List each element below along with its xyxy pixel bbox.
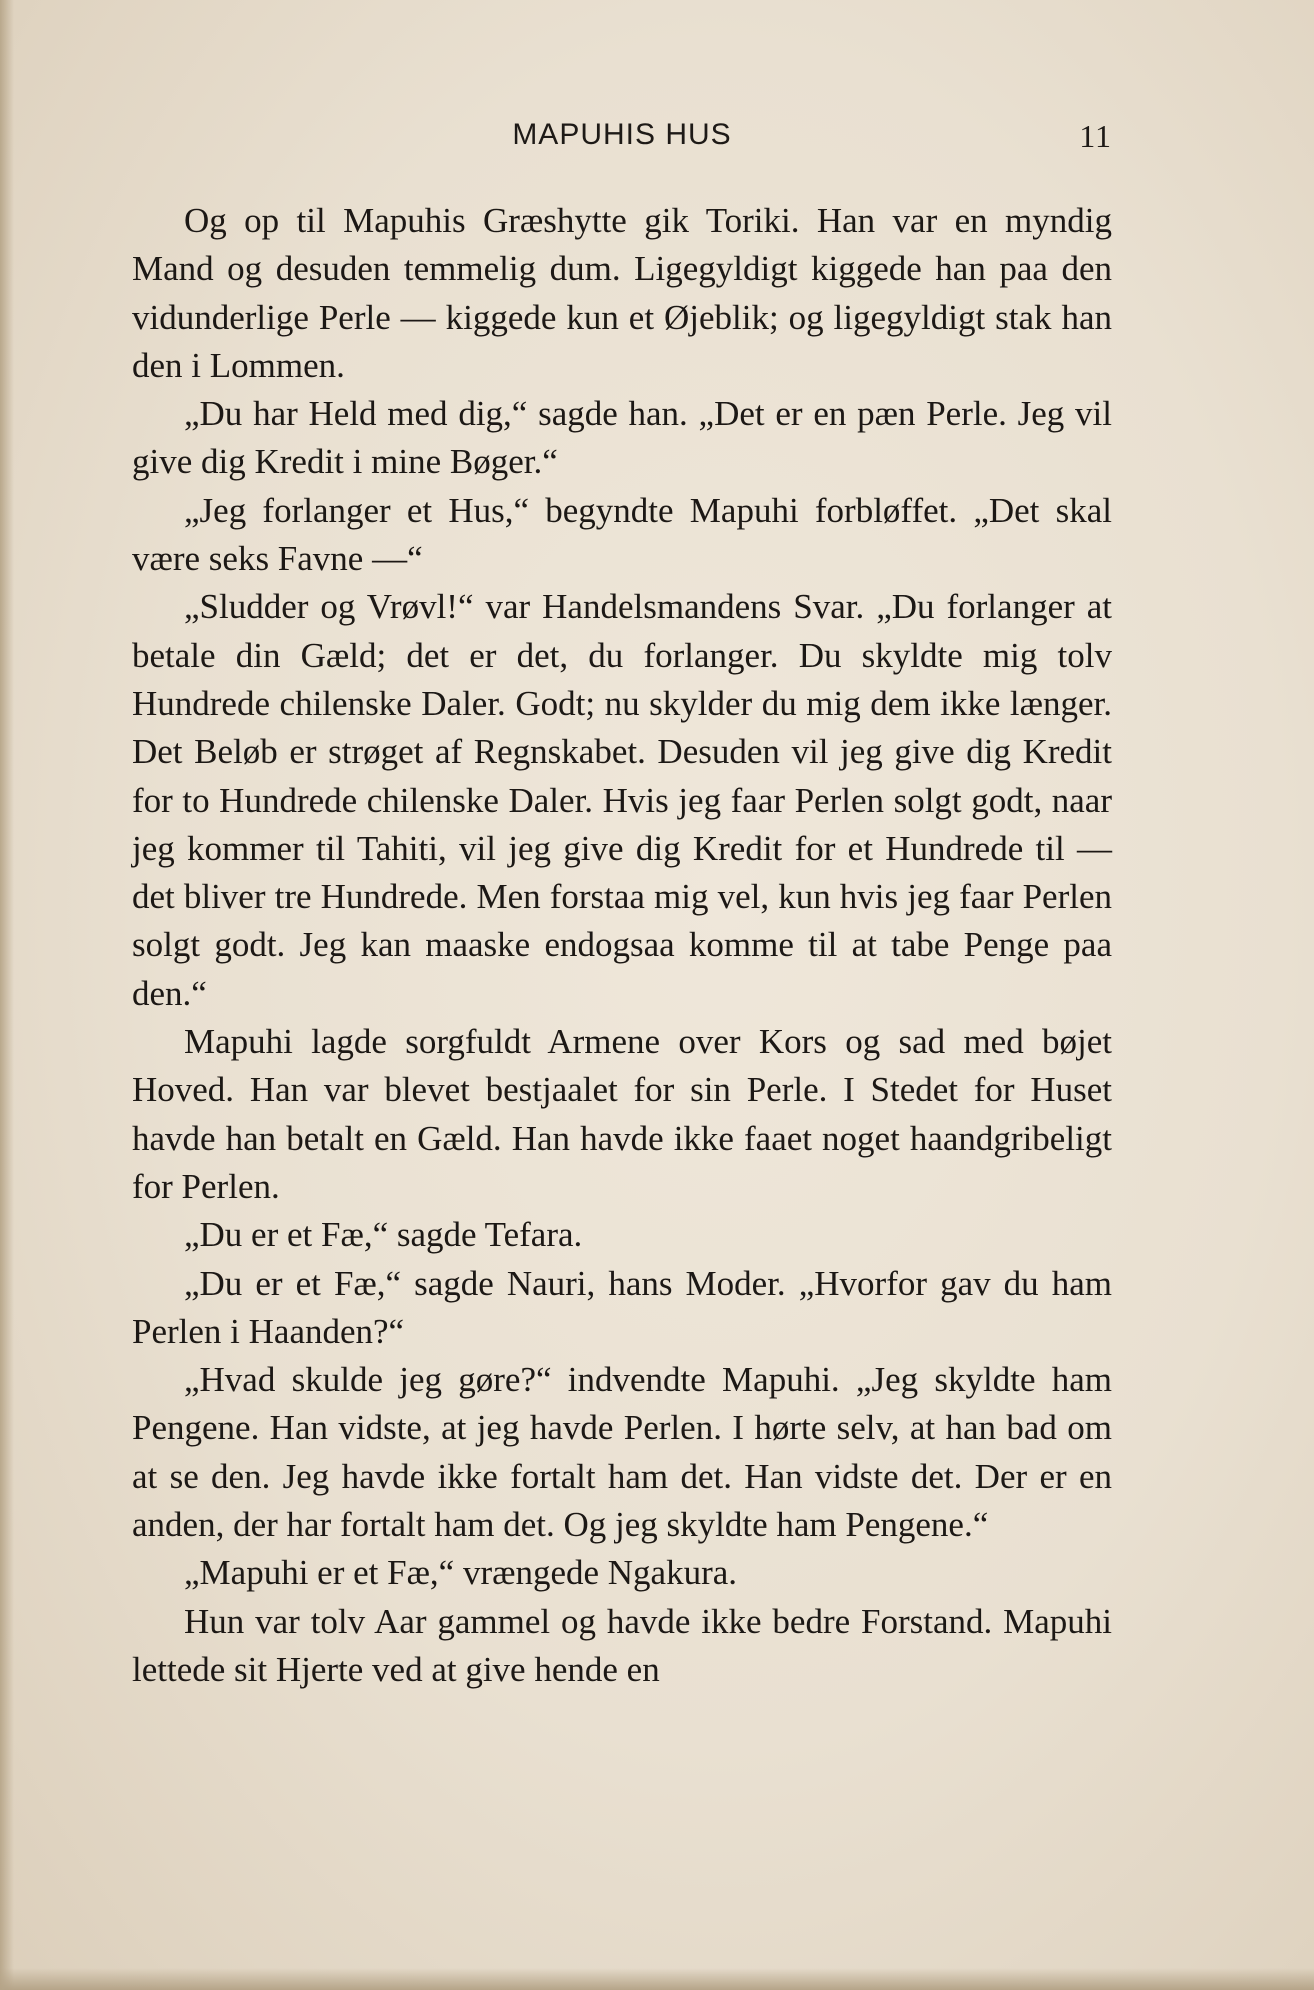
paragraph: Hun var tolv Aar gammel og havde ikke bedre Forstand. Mapuhi lettede sit Hjerte ved at give hende en [132, 1601, 1112, 1689]
paragraph: „Mapuhi er et Fæ,“ vrængede Ngakura. [184, 1553, 738, 1593]
body-text [132, 197, 1112, 1694]
running-head [132, 118, 1112, 158]
page-edge-shadow-left [0, 0, 14, 1990]
paragraph: „Du har Held med dig,“ sagde han. „Det er en pæn Perle. Jeg vil give dig Kredit i mine Bøger.“ [132, 394, 1112, 482]
paragraph: „Du er et Fæ,“ sagde Tefara. [184, 1215, 583, 1255]
paragraph: „Sludder og Vrøvl!“ var Handelsmandens Svar. „Du forlanger at betale din Gæld; det er det, du forlanger. Du skyldte mig tolv Hundrede chilenske Daler. Godt; nu skylder du mig dem ikke længer. Det Beløb er strøget af Regnskabet. Desuden vil jeg give dig Kredit for to Hundrede chilenske Daler. Hvis jeg faar Perlen solgt godt, naar jeg kommer til Tahiti, vil jeg give dig Kredit for et Hundrede til — det bliver tre Hundrede. Men forstaa mig vel, kun hvis jeg faar Perlen solgt godt. Jeg kan maaske endogsaa komme til at tabe Penge paa den.“ [132, 587, 1112, 1013]
page-number: 11 [1079, 118, 1112, 154]
paragraph: Og op til Mapuhis Græshytte gik Toriki. Han var en myndig Mand og desuden temmelig dum. Ligegyldigt kiggede han paa den vidunderlige Perle — kiggede kun et Øjeblik; og ligegyldigt stak han den i Lommen. [132, 201, 1112, 385]
paragraph: Mapuhi lagde sorgfuldt Armene over Kors og sad med bøjet Hoved. Han var blevet bestjaalet for sin Perle. I Stedet for Huset havde han betalt en Gæld. Han havde ikke faaet noget haandgribeligt for Perlen. [132, 1022, 1112, 1206]
page-edge-shadow-bottom [0, 1968, 1314, 1990]
paragraph: „Du er et Fæ,“ sagde Nauri, hans Moder. „Hvorfor gav du ham Perlen i Haanden?“ [132, 1263, 1112, 1351]
paragraph: „Hvad skulde jeg gøre?“ indvendte Mapuhi. „Jeg skyldte ham Pengene. Han vidste, at jeg havde Perlen. I hørte selv, at han bad om at se den. Jeg havde ikke fortalt ham det. Han vidste det. Der er en anden, der har fortalt ham det. Og jeg skyldte ham Pengene.“ [132, 1360, 1112, 1545]
running-title: MAPUHIS HUS [512, 118, 732, 151]
paragraph: „Jeg forlanger et Hus,“ begyndte Mapuhi forbløffet. „Det skal være seks Favne —“ [132, 490, 1112, 579]
